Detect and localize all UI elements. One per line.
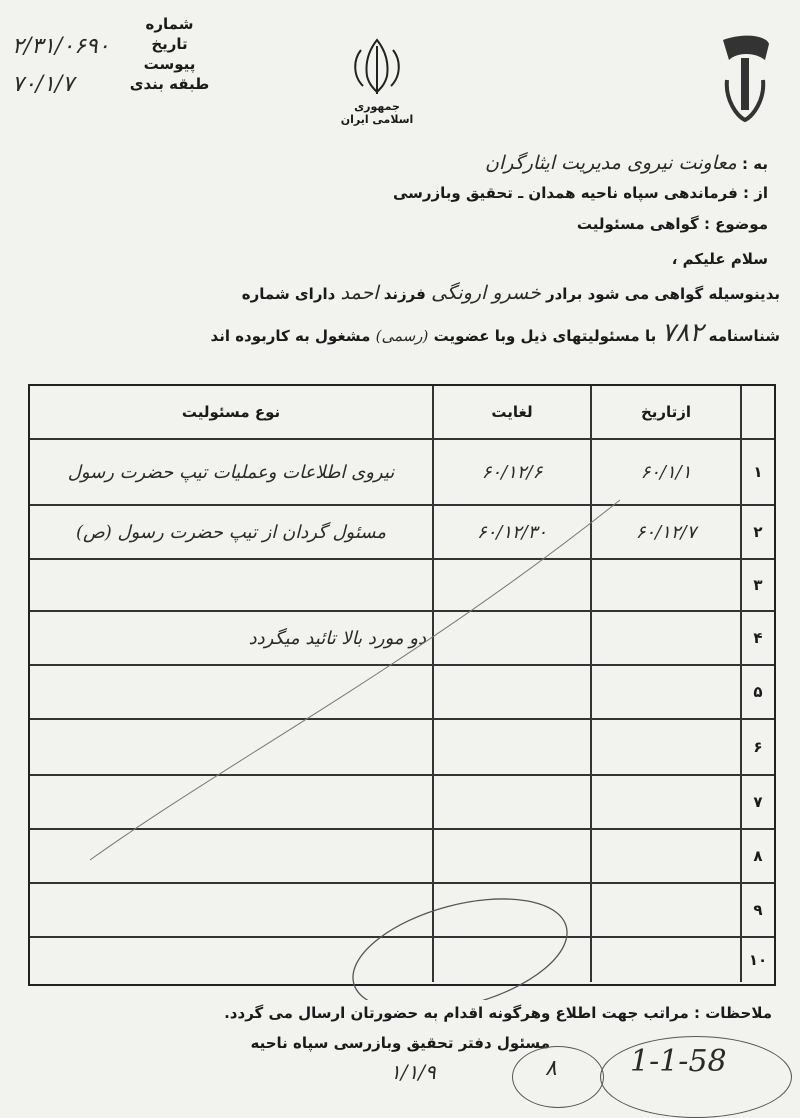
from-line	[393, 184, 768, 202]
body-line2-b: با مسئولیتهای ذیل وبا عضویت	[433, 327, 657, 345]
greeting: سلام علیکم ،	[671, 250, 768, 268]
pencil-marks	[0, 380, 800, 1000]
row-number: ۹	[740, 884, 774, 936]
row-number: ۲	[740, 506, 774, 558]
body-line1-c: دارای شماره	[241, 285, 336, 303]
reference-date: ۷۰/۱/۷	[12, 72, 75, 97]
row-number: ۱۰	[740, 938, 774, 982]
subject-value: گواهی مسئولیت	[576, 215, 699, 233]
reference-labels	[122, 14, 217, 94]
organization-logo	[715, 30, 775, 125]
subject-label: موضوع :	[703, 215, 768, 233]
header-to-date: لغایت	[432, 386, 590, 438]
father-name: احمد	[340, 282, 379, 304]
membership-status: (رسمی)	[375, 327, 429, 345]
row-number: ۸	[740, 830, 774, 882]
reference-values	[12, 28, 112, 104]
stamp-number: ۸	[545, 1056, 557, 1081]
reference-number: ۲/۳۱/۰۶۹۰	[12, 34, 110, 59]
emblem-icon	[347, 36, 407, 98]
subject-line	[577, 215, 768, 233]
header-from-date: ازتاریخ	[590, 386, 740, 438]
row-to-date: ۶۰/۱۲/۳۰	[432, 506, 590, 558]
reference-label-classification: طبقه بندی	[129, 75, 210, 93]
reference-label-number: شماره	[145, 15, 194, 33]
body-line2-a: شناسنامه	[708, 327, 780, 345]
body-line-2	[20, 318, 780, 348]
remarks-line: ملاحظات : مراتب جهت اطلاع وهرگونه اقدام به حضورتان ارسال می گردد.	[224, 1004, 772, 1022]
person-name: خسرو ارونگی	[431, 282, 541, 304]
row-responsibility-type: نیروی اطلاعات وعملیات تیپ حضرت رسول	[67, 461, 395, 483]
to-label: به :	[742, 155, 768, 173]
from-value: فرماندهی سپاه ناحیه همدان ـ تحقیق وبازرسی	[392, 184, 738, 202]
body-line-1	[20, 282, 780, 304]
row-number: ۱	[740, 440, 774, 504]
signatory-title: مسئول دفتر تحقیق وبازرسی سپاه ناحیه	[250, 1034, 550, 1052]
row-responsibility-type: مسئول گردان از تیپ حضرت رسول (ص)	[76, 521, 386, 543]
row-number: ۷	[740, 776, 774, 828]
emblem-caption: جمهوری اسلامی ایران	[340, 100, 414, 126]
row-from-date: ۶۰/۱/۱	[590, 440, 740, 504]
stamp-circle	[512, 1046, 604, 1108]
stamp-code: 1-1-58	[630, 1044, 727, 1079]
to-line	[485, 152, 768, 174]
row-number: ۴	[740, 612, 774, 664]
body-line2-c: مشغول به کاربوده اند	[210, 327, 371, 345]
header-responsibility-type: نوع مسئولیت	[181, 403, 281, 421]
reference-block	[12, 14, 217, 119]
row-number: ۵	[740, 666, 774, 718]
row-from-date: ۶۰/۱۲/۷	[590, 506, 740, 558]
emblem	[332, 36, 422, 126]
row-number: ۳	[740, 560, 774, 610]
body-line1-b: فرزند	[383, 285, 426, 303]
logo-icon	[715, 30, 775, 125]
body-line1-a: بدینوسیله گواهی می شود برادر	[545, 285, 780, 303]
from-label: از :	[743, 184, 768, 202]
reference-label-date: تاریخ	[151, 35, 188, 53]
id-number: ۷۸۲	[661, 318, 704, 348]
reference-label-attachment: پیوست	[143, 55, 196, 73]
row-responsibility-type: دو مورد بالا تائید میگردد	[248, 627, 426, 649]
signature-number: ۱/۱/۹	[390, 1060, 436, 1084]
row-to-date: ۶۰/۱۲/۶	[432, 440, 590, 504]
to-value: معاونت نیروی مدیریت ایثارگران	[484, 152, 737, 174]
row-number: ۶	[740, 720, 774, 774]
